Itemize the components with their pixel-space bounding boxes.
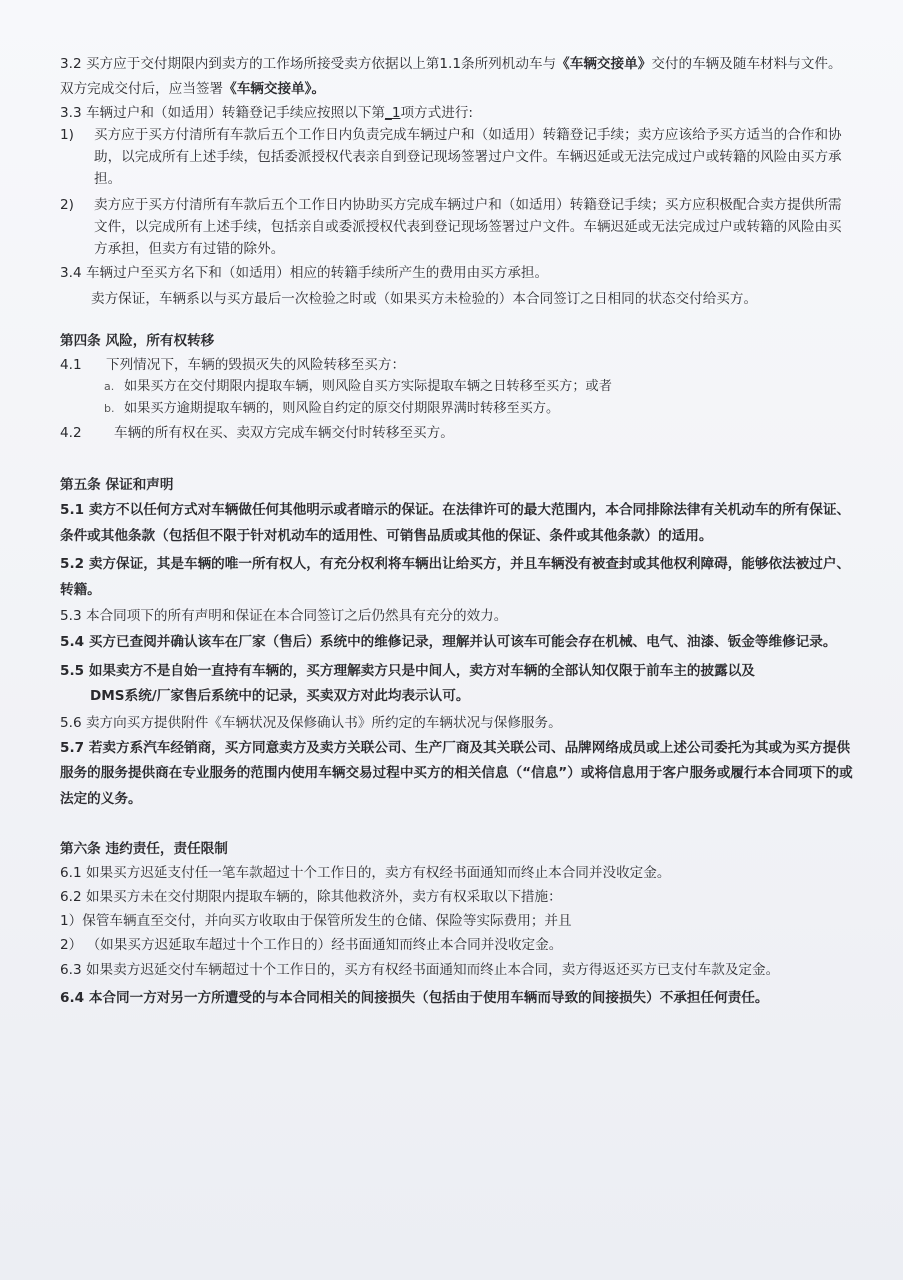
clause-6-4: 6.4 本合同一方对另一方所遭受的与本合同相关的间接损失（包括由于使用车辆而导致的间接损失）不承担任何责任。 [60,990,769,1006]
clause-4-2 [60,422,855,444]
section-5-title: 第五条 保证和声明 [60,477,174,493]
clause-3-2-text-c: 交付的车辆及随车材料与文件。双方完成交付后，应当签署 [60,56,842,97]
clause-6-1: 6.1 如果买方迟延支付任一笔车款超过十个工作日的，卖方有权经书面通知而终止本合同并没收定金。 [60,865,671,881]
clause-3-3-option-2 [60,194,855,260]
clause-3-3-text-a: 3.3 车辆过户和（如适用）转籍登记手续应按照以下第 [60,105,386,121]
clause-5-5-line-2: DMS系统/厂家售后系统中的记录，买卖双方对此均表示认可。 [90,688,470,704]
clause-5-1: 5.1 卖方不以任何方式对车辆做任何其他明示或者暗示的保证。在法律许可的最大范围内，本合同排除法律有关机动车的所有保证、条件或其他条款（包括但不限于针对机动车的适用性、可销售品质或其他的保证、条件或其他条款）的适用。 [60,502,851,544]
section-4-title: 第四条 风险，所有权转移 [60,333,215,349]
clause-3-3-option-1 [60,124,855,190]
clause-3-4-guarantee: 卖方保证，车辆系以与买方最后一次检验之时或（如果买方未检验的）本合同签订之日相同的状态交付给买方。 [91,291,758,307]
clause-4-1-item-b [60,398,855,420]
option-1-text: 买方应于买方付清所有车款后五个工作日内负责完成车辆过户和（如适用）转籍登记手续；卖方应该给予买方适当的合作和协助，以完成所有上述手续，包括委派授权代表亲自到登记现场签署过户文件。车辆迟延或无法完成过户或转籍的风险由买方承担。 [94,127,842,187]
clause-3-2 [60,52,855,102]
option-2-text: 卖方应于买方付清所有车款后五个工作日内协助买方完成车辆过户和（如适用）转籍登记手续；买方应积极配合卖方提供所需文件，以完成所有上述手续，包括亲自或委派授权代表到登记现场签署过户文件。车辆迟延或无法完成过户或转籍的风险由买方承担，但卖方有过错的除外。 [94,197,842,257]
clause-4-2-text: 车辆的所有权在买、卖双方完成车辆交付时转移至买方。 [114,425,454,441]
clause-4-1-number: 4.1 [60,357,82,373]
option-2-number: 2) [60,197,74,213]
clause-4-1 [60,354,855,376]
item-b-text: 如果买方逾期提取车辆的，则风险自约定的原交付期限界满时转移至买方。 [124,401,560,416]
clause-4-1-text: 下列情况下，车辆的毁损灭失的风险转移至买方： [106,357,406,373]
clause-5-4: 5.4 买方已查阅并确认该车在厂家（售后）系统中的维修记录，理解并认可该车可能会存在机械、电气、油漆、钣金等维修记录。 [60,634,837,650]
section-6-title: 第六条 违约责任，责任限制 [60,841,228,857]
item-a-label: a. [104,380,115,393]
item-b-label: b. [104,402,115,415]
clause-3-3-text-b: 项方式进行: [400,105,474,121]
clause-5-2: 5.2 卖方保证，其是车辆的唯一所有权人，有充分权利将车辆出让给买方，并且车辆没有被查封或其他权利障碍，能够依法被过户、转籍。 [60,556,851,598]
clause-6-2-measure-1: 1）保管车辆直至交付，并向买方收取由于保管所发生的仓储、保险等实际费用；并且 [60,913,572,929]
clause-5-3: 5.3 本合同项下的所有声明和保证在本合同签订之后仍然具有充分的效力。 [60,608,508,624]
clause-4-2-number: 4.2 [60,425,82,441]
clause-5-6: 5.6 卖方向买方提供附件《车辆状况及保修确认书》所约定的车辆状况与保修服务。 [60,714,562,731]
clause-5-5-line-1: 5.5 如果卖方不是自始一直持有车辆的，买方理解卖方只是中间人，卖方对车辆的全部认知仅限于前车主的披露以及 [60,662,755,679]
option-1-number: 1) [60,127,74,143]
item-a-text: 如果买方在交付期限内提取车辆，则风险自买方实际提取车辆之日转移至买方；或者 [124,379,612,394]
clause-3-2-text-e: 。 [311,81,326,97]
clause-3-2-bold-doc-a: 《车辆交接单》 [556,56,652,72]
clause-5-7: 5.7 若卖方系汽车经销商，买方同意卖方及卖方关联公司、生产厂商及其关联公司、品牌网络成员或上述公司委托为其或为买方提供服务的服务提供商在专业服务的范围内使用车辆交易过程中买方的相关信息（“信息”）或将信息用于客户服务或履行本合同项下的或法定的义务。 [60,739,853,807]
clause-3-2-bold-doc-b: 《车辆交接单》 [223,81,312,97]
clause-3-3 [60,102,855,124]
clause-3-4: 3.4 车辆过户至买方名下和（如适用）相应的转籍手续所产生的费用由买方承担。 [60,265,549,281]
clause-6-2: 6.2 如果买方未在交付期限内提取车辆的，除其他救济外，卖方有权采取以下措施： [60,889,562,905]
clause-6-2-measure-2: 2） （如果买方迟延取车超过十个工作日的）经书面通知而终止本合同并没收定金。 [60,937,563,953]
clause-3-3-filled-blank: _1 [385,105,401,121]
clause-4-1-item-a [60,376,855,398]
clause-6-3: 6.3 如果卖方迟延交付车辆超过十个工作日的，买方有权经书面通知而终止本合同，卖方得返还买方已支付车款及定金。 [60,962,780,978]
clause-3-2-text-a: 3.2 买方应于交付期限内到卖方的工作场所接受卖方依据以上第1.1条所列机动车与 [60,56,557,72]
